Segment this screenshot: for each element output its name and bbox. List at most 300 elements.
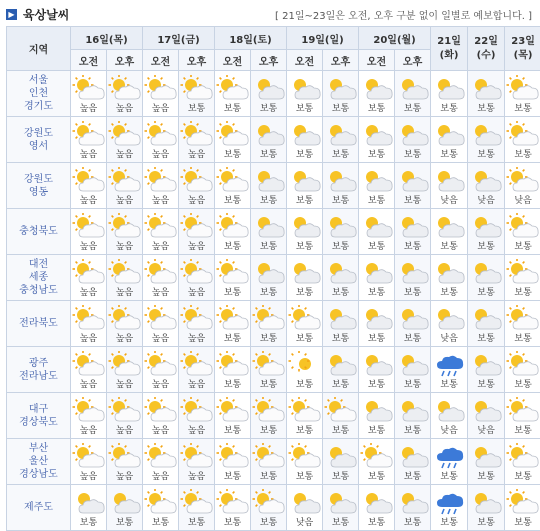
sun-cloud-icon — [215, 351, 251, 377]
region-name[interactable]: 대구 경상북도 — [7, 393, 71, 439]
sun-cloud-icon — [251, 443, 287, 469]
reliability-label: 보통 — [287, 101, 322, 114]
reliability-label: 높음 — [71, 285, 106, 298]
reliability-label: 보통 — [251, 469, 286, 482]
forecast-cell — [107, 347, 143, 393]
sun-cloud-icon — [179, 305, 215, 331]
partly-cloudy-icon — [323, 75, 359, 101]
partly-cloudy-icon — [468, 443, 504, 469]
region-name[interactable]: 광주 전라남도 — [7, 347, 71, 393]
forecast-cell — [395, 71, 431, 117]
reliability-label: 보통 — [468, 285, 504, 298]
partly-cloudy-icon — [359, 305, 395, 331]
reliability-label: 높음 — [71, 331, 106, 344]
reliability-label: 보통 — [287, 147, 322, 160]
reliability-label: 보통 — [505, 147, 540, 160]
reliability-label: 보통 — [395, 423, 430, 436]
forecast-cell — [468, 255, 505, 301]
forecast-cell — [395, 255, 431, 301]
forecast-cell — [251, 117, 287, 163]
day-header: 20일(월) — [359, 27, 431, 50]
pm-header: 오후 — [323, 50, 359, 71]
reliability-label: 높음 — [143, 285, 178, 298]
forecast-cell — [395, 347, 431, 393]
reliability-label: 보통 — [395, 377, 430, 390]
reliability-label: 보통 — [251, 515, 286, 528]
sun-cloud-icon — [107, 443, 143, 469]
reliability-label: 보통 — [468, 101, 504, 114]
partly-cloudy-icon — [359, 75, 395, 101]
reliability-label: 높음 — [71, 239, 106, 252]
forecast-cell — [215, 347, 251, 393]
forecast-cell — [143, 163, 179, 209]
reliability-label: 높음 — [179, 469, 214, 482]
partly-cloudy-icon — [323, 259, 359, 285]
reliability-label: 보통 — [251, 423, 286, 436]
sun-cloud-icon — [143, 351, 179, 377]
reliability-label: 높음 — [143, 101, 178, 114]
reliability-label: 높음 — [179, 331, 214, 344]
forecast-cell — [359, 163, 395, 209]
forecast-cell — [323, 163, 359, 209]
forecast-cell — [179, 485, 215, 531]
reliability-label: 보통 — [179, 101, 214, 114]
forecast-cell — [215, 209, 251, 255]
sun-cloud-icon — [215, 397, 251, 423]
forecast-cell — [431, 301, 468, 347]
forecast-cell — [215, 393, 251, 439]
reliability-label: 낮음 — [468, 193, 504, 206]
forecast-cell — [143, 117, 179, 163]
sun-cloud-icon — [251, 305, 287, 331]
forecast-cell — [215, 485, 251, 531]
reliability-label: 보통 — [323, 469, 358, 482]
partly-cloudy-icon — [468, 259, 504, 285]
partly-cloudy-icon — [287, 259, 323, 285]
forecast-cell — [505, 347, 540, 393]
sun-cloud-icon — [251, 489, 287, 515]
partly-cloudy-icon — [395, 305, 431, 331]
day-header: 17일(금) — [143, 27, 215, 50]
am-header: 오전 — [215, 50, 251, 71]
forecast-cell — [287, 163, 323, 209]
forecast-cell — [107, 117, 143, 163]
reliability-label: 보통 — [505, 285, 540, 298]
partly-cloudy-icon — [431, 305, 467, 331]
partly-cloudy-icon — [359, 351, 395, 377]
forecast-cell — [359, 347, 395, 393]
reliability-label: 높음 — [71, 147, 106, 160]
partly-cloudy-icon — [395, 351, 431, 377]
partly-cloudy-icon — [395, 213, 431, 239]
forecast-cell — [359, 439, 395, 485]
sun-cloud-icon — [179, 443, 215, 469]
sun-cloud-icon — [179, 75, 215, 101]
forecast-cell — [323, 301, 359, 347]
region-name[interactable]: 강원도 영동 — [7, 163, 71, 209]
forecast-cell — [215, 163, 251, 209]
forecast-cell — [287, 209, 323, 255]
reliability-label: 보통 — [323, 423, 358, 436]
reliability-label: 보통 — [431, 377, 467, 390]
reliability-label: 보통 — [359, 193, 394, 206]
day-header: 19일(일) — [287, 27, 359, 50]
reliability-label: 보통 — [215, 101, 250, 114]
partly-cloudy-icon — [431, 75, 467, 101]
sun-cloud-icon — [71, 75, 107, 101]
reliability-label: 보통 — [359, 101, 394, 114]
reliability-label: 보통 — [468, 377, 504, 390]
reliability-label: 보통 — [395, 331, 430, 344]
reliability-label: 보통 — [431, 285, 467, 298]
forecast-cell — [287, 347, 323, 393]
forecast-cell — [251, 255, 287, 301]
sun-cloud-icon — [107, 213, 143, 239]
forecast-cell — [431, 485, 468, 531]
reliability-label: 낮음 — [431, 193, 467, 206]
reliability-label: 높음 — [143, 331, 178, 344]
reliability-label: 보통 — [251, 285, 286, 298]
forecast-cell — [215, 71, 251, 117]
reliability-label: 보통 — [395, 239, 430, 252]
forecast-cell — [251, 393, 287, 439]
forecast-cell — [179, 393, 215, 439]
sun-cloud-icon — [71, 443, 107, 469]
am-header: 오전 — [359, 50, 395, 71]
sun-cloud-icon — [107, 75, 143, 101]
sun-cloud-icon — [143, 75, 179, 101]
reliability-label: 보통 — [287, 423, 322, 436]
reliability-label: 높음 — [107, 193, 142, 206]
sun-icon — [287, 351, 323, 377]
partly-cloudy-icon — [395, 397, 431, 423]
forecast-cell — [143, 301, 179, 347]
forecast-cell — [395, 301, 431, 347]
forecast-cell — [468, 347, 505, 393]
partly-cloudy-icon — [395, 75, 431, 101]
sun-cloud-icon — [71, 397, 107, 423]
reliability-label: 보통 — [395, 101, 430, 114]
reliability-label: 높음 — [71, 377, 106, 390]
reliability-label: 높음 — [143, 469, 178, 482]
partly-cloudy-icon — [323, 489, 359, 515]
reliability-label: 보통 — [215, 239, 250, 252]
reliability-label: 보통 — [323, 147, 358, 160]
sun-cloud-icon — [251, 351, 287, 377]
sun-cloud-icon — [107, 397, 143, 423]
sun-cloud-icon — [143, 305, 179, 331]
forecast-cell — [468, 393, 505, 439]
rain-cloud-icon — [431, 489, 467, 515]
forecast-cell — [179, 439, 215, 485]
sun-cloud-icon — [505, 121, 540, 147]
reliability-label: 보통 — [215, 193, 250, 206]
forecast-cell — [431, 347, 468, 393]
forecast-cell — [107, 255, 143, 301]
forecast-cell — [179, 301, 215, 347]
reliability-label: 보통 — [251, 193, 286, 206]
pm-header: 오후 — [107, 50, 143, 71]
partly-cloudy-icon — [287, 489, 323, 515]
partly-cloudy-icon — [431, 397, 467, 423]
reliability-label: 보통 — [251, 239, 286, 252]
forecast-cell — [359, 301, 395, 347]
forecast-cell — [323, 439, 359, 485]
reliability-label: 보통 — [395, 147, 430, 160]
partly-cloudy-icon — [287, 167, 323, 193]
partly-cloudy-icon — [323, 213, 359, 239]
forecast-cell — [107, 301, 143, 347]
rain-cloud-icon — [431, 351, 467, 377]
forecast-cell — [251, 71, 287, 117]
partly-cloudy-icon — [251, 75, 287, 101]
forecast-cell — [505, 71, 540, 117]
reliability-label: 보통 — [505, 423, 540, 436]
reliability-label: 보통 — [359, 515, 394, 528]
sun-cloud-icon — [505, 75, 540, 101]
forecast-cell — [395, 485, 431, 531]
reliability-label: 높음 — [179, 239, 214, 252]
sun-cloud-icon — [215, 443, 251, 469]
reliability-label: 보통 — [359, 239, 394, 252]
reliability-label: 보통 — [251, 101, 286, 114]
forecast-cell — [431, 209, 468, 255]
forecast-cell — [323, 485, 359, 531]
title-arrow-icon: ▶ — [6, 9, 17, 20]
reliability-label: 낮음 — [431, 331, 467, 344]
reliability-label: 보통 — [287, 377, 322, 390]
forecast-cell — [107, 439, 143, 485]
reliability-label: 보통 — [323, 377, 358, 390]
title-bar — [0, 0, 540, 26]
reliability-label: 보통 — [287, 331, 322, 344]
region-name[interactable]: 충청북도 — [7, 209, 71, 255]
reliability-label: 높음 — [143, 147, 178, 160]
reliability-label: 보통 — [431, 239, 467, 252]
sun-cloud-icon — [179, 259, 215, 285]
sun-cloud-icon — [505, 351, 540, 377]
forecast-cell — [323, 393, 359, 439]
reliability-label: 낮음 — [287, 515, 322, 528]
reliability-label: 보통 — [359, 469, 394, 482]
sun-cloud-icon — [215, 167, 251, 193]
partly-cloudy-icon — [107, 489, 143, 515]
reliability-label: 높음 — [107, 469, 142, 482]
forecast-cell — [323, 255, 359, 301]
forecast-cell — [143, 393, 179, 439]
partly-cloudy-icon — [468, 351, 504, 377]
reliability-label: 보통 — [468, 239, 504, 252]
forecast-note: [ 21일~23일은 오전, 오후 구분 없이 일별로 예보합니다. ] — [275, 7, 532, 22]
region-name[interactable]: 제주도 — [7, 485, 71, 531]
reliability-label: 보통 — [359, 423, 394, 436]
sun-cloud-icon — [143, 443, 179, 469]
forecast-cell — [179, 117, 215, 163]
forecast-cell — [71, 347, 107, 393]
reliability-label: 보통 — [505, 377, 540, 390]
partly-cloudy-icon — [323, 305, 359, 331]
forecast-cell — [179, 209, 215, 255]
sun-cloud-icon — [215, 259, 251, 285]
reliability-label: 높음 — [71, 469, 106, 482]
table-row — [7, 347, 540, 393]
region-name[interactable]: 서울 인천 경기도 — [7, 71, 71, 117]
day-header: 16일(목) — [71, 27, 143, 50]
table-row — [7, 485, 540, 531]
partly-cloudy-icon — [431, 213, 467, 239]
sun-cloud-icon — [215, 121, 251, 147]
partly-cloudy-icon — [251, 121, 287, 147]
region-name[interactable]: 강원도 영서 — [7, 117, 71, 163]
forecast-cell — [251, 301, 287, 347]
forecast-cell — [251, 163, 287, 209]
partly-cloudy-icon — [468, 213, 504, 239]
partly-cloudy-icon — [323, 443, 359, 469]
forecast-cell — [505, 117, 540, 163]
reliability-label: 보통 — [287, 193, 322, 206]
reliability-label: 보통 — [505, 101, 540, 114]
forecast-cell — [287, 117, 323, 163]
table-row — [7, 209, 540, 255]
forecast-cell — [431, 163, 468, 209]
forecast-cell — [323, 347, 359, 393]
reliability-label: 보통 — [468, 331, 504, 344]
forecast-cell — [71, 255, 107, 301]
partly-cloudy-icon — [251, 213, 287, 239]
sun-cloud-icon — [287, 305, 323, 331]
sun-cloud-icon — [215, 305, 251, 331]
forecast-cell — [359, 485, 395, 531]
forecast-cell — [287, 393, 323, 439]
forecast-cell — [395, 439, 431, 485]
sun-cloud-icon — [505, 213, 540, 239]
partly-cloudy-icon — [323, 351, 359, 377]
sun-cloud-icon — [107, 351, 143, 377]
forecast-cell — [143, 71, 179, 117]
sun-cloud-icon — [179, 351, 215, 377]
reliability-label: 보통 — [395, 285, 430, 298]
forecast-cell — [71, 209, 107, 255]
forecast-cell — [468, 439, 505, 485]
partly-cloudy-icon — [395, 121, 431, 147]
partly-cloudy-icon — [359, 397, 395, 423]
region-name[interactable]: 부산 울산 경상남도 — [7, 439, 71, 485]
sun-cloud-icon — [71, 167, 107, 193]
forecast-cell — [287, 439, 323, 485]
table-row — [7, 255, 540, 301]
sun-cloud-icon — [359, 443, 395, 469]
forecast-cell — [505, 209, 540, 255]
pm-header: 오후 — [395, 50, 431, 71]
partly-cloudy-icon — [287, 121, 323, 147]
forecast-cell — [71, 439, 107, 485]
forecast-cell — [107, 485, 143, 531]
reliability-label: 보통 — [359, 331, 394, 344]
reliability-label: 보통 — [107, 515, 142, 528]
sun-cloud-icon — [287, 443, 323, 469]
sun-cloud-icon — [71, 259, 107, 285]
reliability-label: 높음 — [179, 423, 214, 436]
reliability-label: 보통 — [215, 377, 250, 390]
sun-cloud-icon — [143, 489, 179, 515]
sun-cloud-icon — [505, 259, 540, 285]
reliability-label: 보통 — [215, 423, 250, 436]
forecast-cell — [323, 209, 359, 255]
forecast-cell — [395, 209, 431, 255]
reliability-label: 보통 — [287, 239, 322, 252]
forecast-cell — [251, 209, 287, 255]
sun-cloud-icon — [143, 121, 179, 147]
reliability-label: 높음 — [179, 147, 214, 160]
partly-cloudy-icon — [359, 213, 395, 239]
forecast-cell — [179, 255, 215, 301]
sun-cloud-icon — [71, 213, 107, 239]
reliability-label: 보통 — [143, 515, 178, 528]
table-row — [7, 163, 540, 209]
sun-cloud-icon — [215, 213, 251, 239]
forecast-cell — [143, 209, 179, 255]
forecast-cell — [71, 163, 107, 209]
region-name[interactable]: 전라북도 — [7, 301, 71, 347]
reliability-label: 보통 — [287, 469, 322, 482]
reliability-label: 높음 — [143, 423, 178, 436]
partly-cloudy-icon — [395, 259, 431, 285]
forecast-cell — [468, 301, 505, 347]
table-row — [7, 439, 540, 485]
forecast-cell — [71, 117, 107, 163]
reliability-label: 보통 — [215, 285, 250, 298]
partly-cloudy-icon — [359, 259, 395, 285]
reliability-label: 보통 — [505, 515, 540, 528]
forecast-cell — [395, 163, 431, 209]
partly-cloudy-icon — [468, 121, 504, 147]
sun-cloud-icon — [215, 489, 251, 515]
forecast-cell — [107, 71, 143, 117]
reliability-label: 높음 — [107, 377, 142, 390]
reliability-label: 높음 — [71, 193, 106, 206]
reliability-label: 보통 — [431, 147, 467, 160]
forecast-cell — [287, 301, 323, 347]
reliability-label: 낮음 — [431, 423, 467, 436]
forecast-cell — [287, 255, 323, 301]
pm-header: 오후 — [179, 50, 215, 71]
forecast-cell — [143, 439, 179, 485]
sun-cloud-icon — [505, 443, 540, 469]
reliability-label: 보통 — [215, 515, 250, 528]
partly-cloudy-icon — [468, 397, 504, 423]
reliability-label: 높음 — [179, 285, 214, 298]
table-row — [7, 117, 540, 163]
reliability-label: 보통 — [395, 469, 430, 482]
region-name[interactable]: 대전 세종 충청남도 — [7, 255, 71, 301]
forecast-cell — [143, 485, 179, 531]
sun-cloud-icon — [179, 489, 215, 515]
sun-cloud-icon — [107, 259, 143, 285]
reliability-label: 보통 — [323, 285, 358, 298]
sun-cloud-icon — [505, 489, 540, 515]
weather-table — [6, 26, 540, 531]
forecast-cell — [468, 71, 505, 117]
forecast-cell — [143, 347, 179, 393]
reliability-label: 보통 — [359, 377, 394, 390]
reliability-label: 보통 — [215, 469, 250, 482]
pm-header: 오후 — [251, 50, 287, 71]
reliability-label: 보통 — [323, 193, 358, 206]
partly-cloudy-icon — [431, 121, 467, 147]
sun-cloud-icon — [107, 121, 143, 147]
sun-cloud-icon — [179, 397, 215, 423]
reliability-label: 높음 — [143, 193, 178, 206]
